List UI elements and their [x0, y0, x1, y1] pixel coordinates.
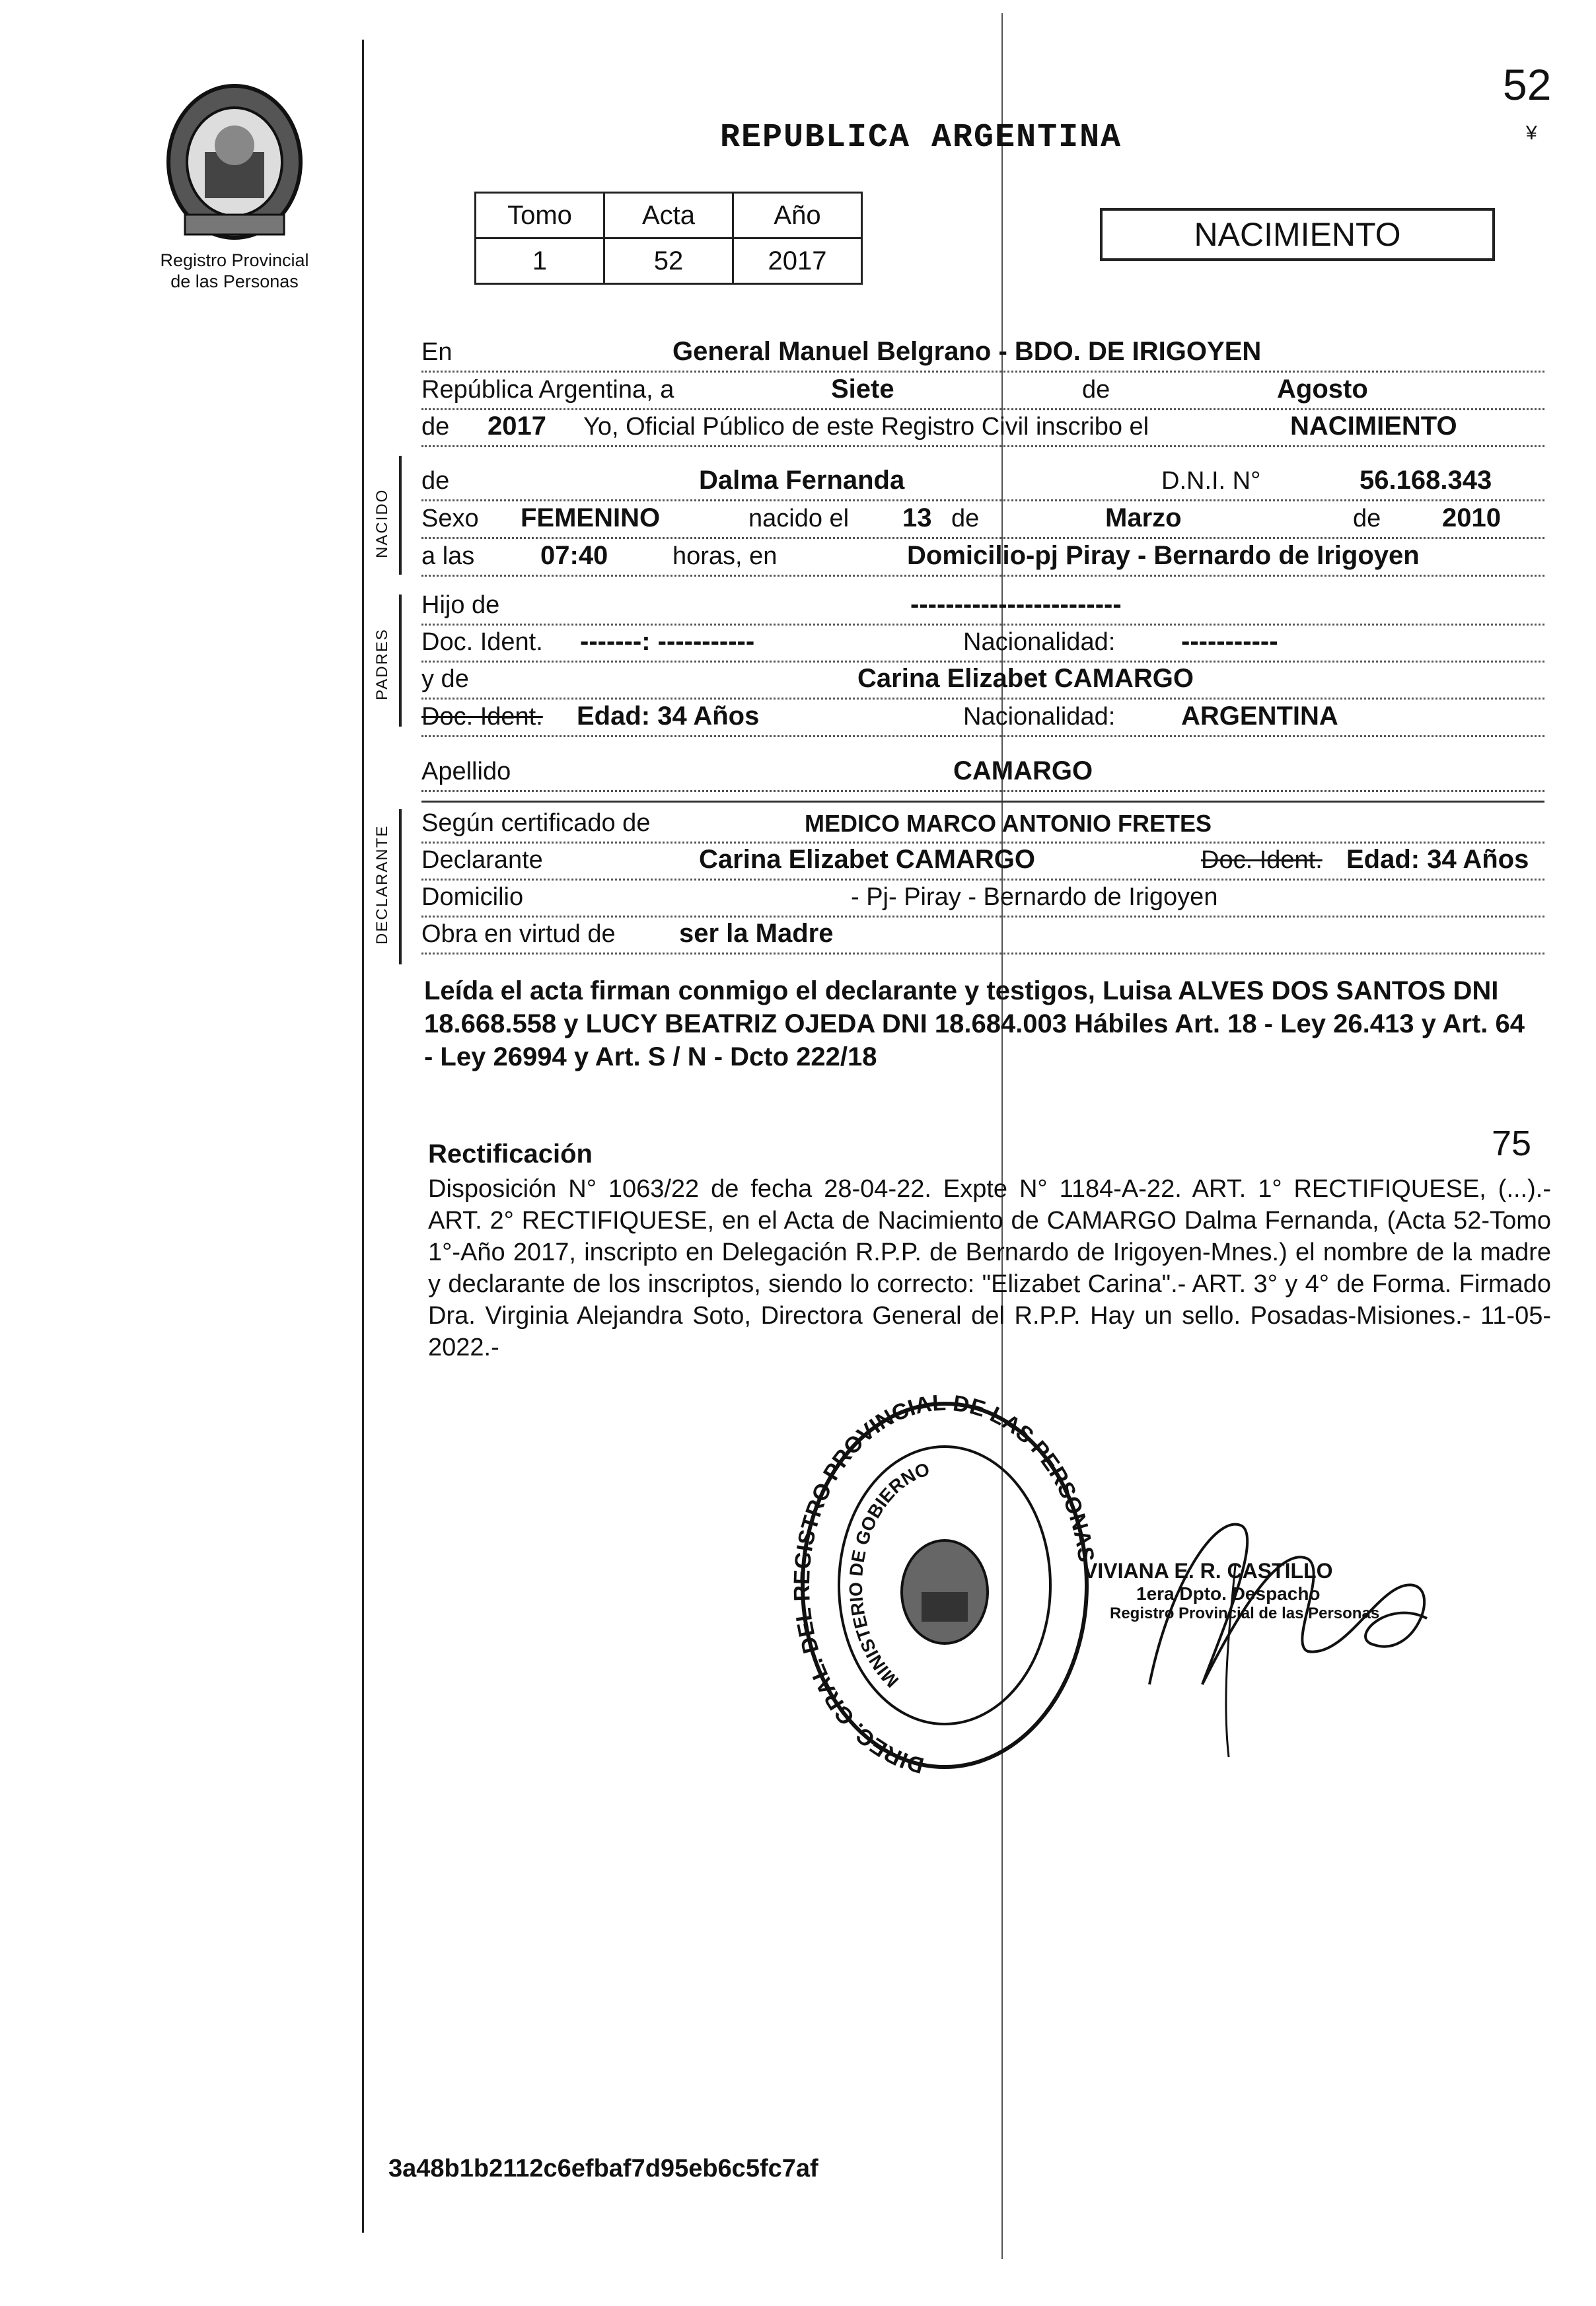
- signer-office: Registro Provincial de las Personas: [1110, 1604, 1380, 1622]
- apellido-label: Apellido: [421, 758, 511, 785]
- closing-statement: Leída el acta firman conmigo el declarante y testigos, Luisa ALVES DOS SANTOS DNI 18.668.558 y LUCY BEATRIZ OJEDA DNI 18.684.003 Hábiles Art. 18 - Ley 26.413 y Art. 64 - Ley 26994 y Art. S / N - Dcto 222/18: [424, 976, 1525, 1071]
- row-doc-mother: [421, 698, 1544, 737]
- mother-nac-value: ARGENTINA: [1181, 702, 1338, 731]
- birth-place-value: Domicilio-pj Piray - Bernardo de Irigoyen: [907, 541, 1420, 570]
- row-nacido-name: [421, 462, 1544, 501]
- acta-header: Acta: [604, 193, 733, 238]
- yde-label: y de: [421, 665, 469, 693]
- nacido-section-label: NACIDO: [373, 488, 391, 558]
- birth-month-value: Marzo: [1105, 503, 1182, 532]
- anio-header: Año: [733, 193, 862, 238]
- rectificacion-text: Disposición N° 1063/22 de fecha 28-04-22. Expte N° 1184-A-22. ART. 1° RECTIFIQUESE, (...).- ART. 2° RECTIFIQUESE, en el Acta de Nacimiento de CAMARGO Dalma Fernanda, (Acta 52-Tomo 1°-Año 2017, inscripto en Delegación R.P.P. de Bernardo de Irigoyen-Mnes.) el nombre de la madre y declarante de los inscriptos, siendo lo correcto: "Elizabet Carina".- ART. 3° y 4° de Forma. Firmado Dra. Virginia Alejandra Soto, Directora General del R.P.P. Hay un sello. Posadas-Misiones.- 11-05-2022.-: [428, 1175, 1551, 1361]
- row-hora: [421, 538, 1544, 577]
- child-name-value: Dalma Fernanda: [699, 466, 905, 495]
- document-hash: 3a48b1b2112c6efbaf7d95eb6c5fc7af: [388, 2155, 818, 2182]
- row-apellido: [421, 753, 1544, 792]
- row-certificado: [421, 805, 1544, 844]
- handwritten-signature: [1070, 1486, 1480, 1764]
- hijo-label: Hijo de: [421, 591, 500, 619]
- alas-label: a las: [421, 542, 475, 570]
- rectificacion-title: Rectificación: [428, 1139, 593, 1169]
- cert-value: MEDICO MARCO ANTONIO FRETES: [805, 810, 1212, 837]
- mother-age-value: Edad: 34 Años: [577, 702, 760, 731]
- rep-label: República Argentina, a: [421, 376, 674, 404]
- nacido-bar: [399, 456, 402, 575]
- birth-de-label: de: [951, 505, 980, 532]
- page-title: REPUBLICA ARGENTINA: [720, 119, 1122, 157]
- tomo-value: 1: [476, 238, 604, 284]
- en-value: General Manuel Belgrano - BDO. DE IRIGOYEN: [672, 337, 1262, 366]
- row-doc-father: [421, 624, 1544, 663]
- rep-month-value: Agosto: [1277, 375, 1368, 404]
- domicilio-value: - Pj- Piray - Bernardo de Irigoyen: [851, 883, 1218, 911]
- mother-nac-label: Nacionalidad:: [963, 703, 1116, 731]
- book-reference-table: [474, 192, 863, 285]
- apellido-rule: [421, 801, 1544, 803]
- father-doc-value: -------: -----------: [580, 627, 755, 656]
- seal-inner-text: MINISTERIO DE GOBIERNO: [845, 1459, 933, 1692]
- declarante-doc-label: Doc. Ident.: [1201, 846, 1323, 874]
- rep-day-value: Siete: [831, 375, 894, 404]
- page-number: 52: [1503, 60, 1552, 109]
- obra-value: ser la Madre: [679, 919, 834, 948]
- record-type-badge: NACIMIENTO: [1100, 208, 1495, 261]
- mother-doc-label: Doc. Ident.: [421, 703, 543, 731]
- inscribe-value: NACIMIENTO: [1290, 412, 1457, 441]
- anio-value: 2017: [733, 238, 862, 284]
- domicilio-label: Domicilio: [421, 883, 524, 911]
- signer-role: 1era Dpto. Despacho: [1136, 1583, 1321, 1604]
- year-value: 2017: [488, 412, 546, 441]
- declarante-age-value: Edad: 34 Años: [1346, 845, 1529, 874]
- nacido-el-label: nacido el: [748, 505, 850, 532]
- official-seal: [793, 1394, 1097, 1777]
- declarante-value: Carina Elizabet CAMARGO: [699, 845, 1035, 874]
- en-label: En: [421, 338, 453, 366]
- mother-value: Carina Elizabet CAMARGO: [857, 664, 1194, 693]
- nacido-de-label: de: [421, 467, 450, 495]
- yo-text: Yo, Oficial Público de este Registro Civil inscribo el: [583, 413, 1149, 441]
- rectificacion-number: 75: [1492, 1124, 1532, 1163]
- birth-de-label2: de: [1353, 505, 1381, 532]
- row-domicilio: [421, 879, 1544, 918]
- declarante-section-label: DECLARANTE: [373, 824, 391, 945]
- obra-label: Obra en virtud de: [421, 920, 616, 948]
- horas-label: horas, en: [672, 542, 778, 570]
- dni-label: D.N.I. N°: [1161, 467, 1261, 495]
- sexo-value: FEMENINO: [521, 503, 661, 532]
- declarante-label: Declarante: [421, 846, 543, 874]
- row-obra: [421, 916, 1544, 955]
- cert-label: Según certificado de: [421, 809, 651, 837]
- page-number-mark: ¥: [1526, 122, 1537, 144]
- father-nac-value: -----------: [1181, 627, 1278, 656]
- logo-caption-line2: de las Personas: [170, 271, 299, 291]
- row-mother: [421, 661, 1544, 700]
- row-hijo: [421, 587, 1544, 626]
- seal-outer-text: DIREC. GRAL. DEL ISTRO PROVINCIAL DE LAS PERSONAS: [793, 1394, 1097, 1777]
- row-sexo: [421, 500, 1544, 539]
- row-declarante: [421, 842, 1544, 881]
- dni-value: 56.168.343: [1360, 466, 1492, 495]
- logo-caption-line1: Registro Provincial: [160, 250, 309, 270]
- padres-section-label: PADRES: [373, 628, 391, 700]
- birth-day-value: 13: [902, 503, 932, 532]
- acta-value: 52: [604, 238, 733, 284]
- rep-de-label: de: [1082, 376, 1110, 404]
- apellido-value: CAMARGO: [953, 756, 1093, 785]
- birth-time-value: 07:40: [540, 541, 608, 570]
- tomo-header: Tomo: [476, 193, 604, 238]
- father-nac-label: Nacionalidad:: [963, 628, 1116, 656]
- declarante-bar: [399, 809, 402, 964]
- birth-year-value: 2010: [1442, 503, 1501, 532]
- father-value: ------------------------: [910, 590, 1122, 619]
- row-republica: [421, 371, 1544, 410]
- margin-rule: [362, 40, 364, 2233]
- row-en: [421, 334, 1544, 373]
- sexo-label: Sexo: [421, 505, 479, 532]
- signer-name: VIVIANA E. R. CASTILLO: [1083, 1559, 1333, 1583]
- doc-label: Doc. Ident.: [421, 628, 543, 656]
- provincial-logo: [159, 79, 310, 244]
- padres-bar: [399, 595, 402, 727]
- row-year: [421, 408, 1544, 447]
- year-de-label: de: [421, 413, 450, 441]
